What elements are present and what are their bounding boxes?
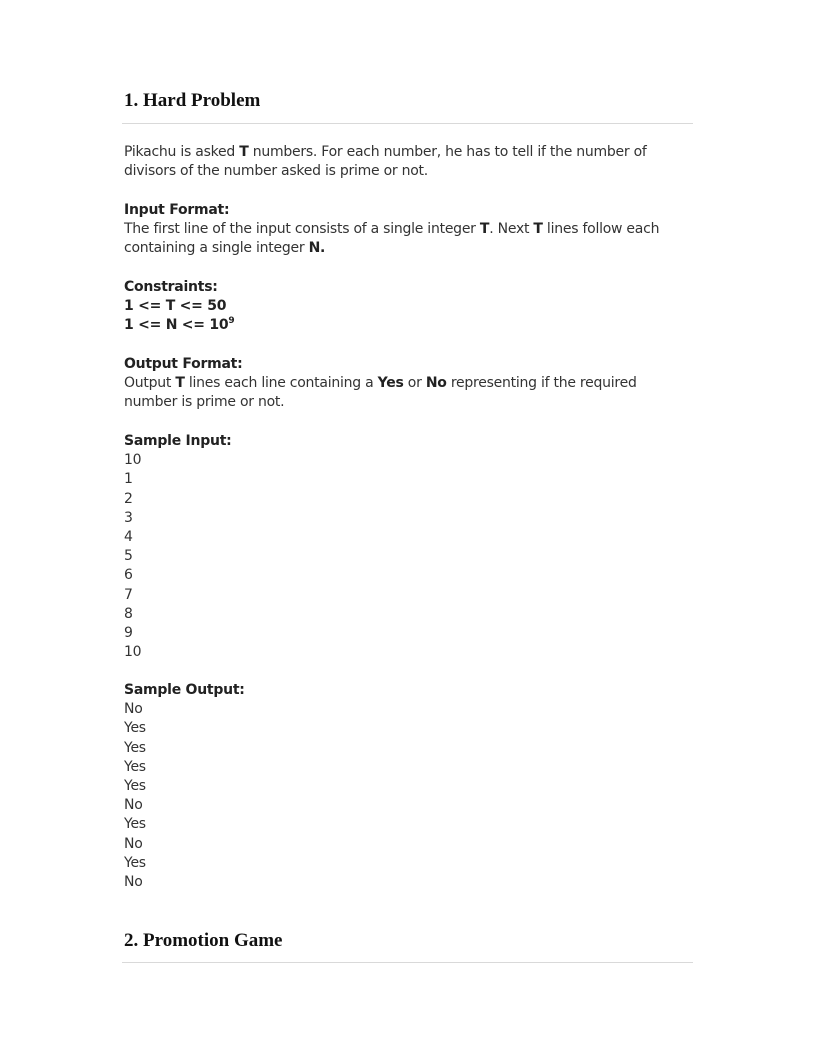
constraint-n-base: 1 <= N <= 10 [124,317,229,334]
input-format-text: . Next [489,221,534,238]
constraints-section [124,278,690,336]
sample-input-line: 10 [124,452,142,469]
constraint-t: 1 <= T <= 50 [124,298,227,315]
sample-input-line: 6 [124,567,133,584]
sample-input-section [124,432,690,662]
problem-statement [124,143,690,181]
input-format-text: lines follow each containing a single integer [124,221,660,257]
sample-input-list [124,451,690,662]
input-format-section [124,201,690,259]
statement-text: Pikachu is asked [124,144,240,160]
input-format-label: Input Format: [124,202,230,218]
sample-input-line: 2 [124,490,133,507]
sample-input-line: 5 [124,548,133,565]
output-format-text: Output [124,375,176,392]
problem-2-title: 2. Promotion Game [124,930,283,951]
input-format-text: The first line of the input consists of a single integer [124,221,480,238]
output-format-bold: Yes [377,375,404,392]
output-format-bold: T [175,375,185,392]
sample-output-line: No [124,873,143,890]
output-format-bold: No [425,375,447,392]
sample-output-list [124,700,690,892]
input-format-bold: T [479,221,490,238]
input-format-bold: T [533,221,543,238]
sample-input-line: 1 [124,471,133,488]
sample-output-line: Yes [124,758,146,775]
sample-output-line: Yes [124,816,146,833]
sample-output-line: Yes [124,739,146,756]
output-format-text: lines each line containing a [184,375,378,392]
output-format-text: representing if the required number is prime or not. [124,375,637,411]
sample-input-line: 9 [124,624,133,641]
sample-input-line: 8 [124,605,133,622]
sample-output-line: Yes [124,854,146,871]
title-divider [122,962,693,963]
sample-input-line: 4 [124,528,133,545]
sample-input-line: 3 [124,509,133,526]
problem-1-title: 1. Hard Problem [124,90,261,111]
output-format-text: or [403,375,426,392]
sample-output-line: Yes [124,777,146,794]
constraint-n-exponent: 9 [228,316,235,327]
output-format-section [124,355,690,413]
sample-input-label: Sample Input: [124,433,232,449]
sample-output-line: No [124,797,143,814]
sample-output-line: Yes [124,720,146,737]
title-divider [122,123,693,124]
sample-output-section [124,681,690,892]
constraints-label: Constraints: [124,279,218,295]
constraint-n [124,317,234,333]
sample-output-line: No [124,835,143,852]
sample-input-line: 10 [124,644,142,661]
output-format-label: Output Format: [124,356,243,372]
statement-text: numbers. For each number, he has to tell if the number of divisors of the number asked is prime or not. [124,144,647,180]
statement-bold-t: T [239,144,249,160]
input-format-bold: N. [308,240,326,257]
sample-output-line: No [124,701,143,718]
sample-output-label: Sample Output: [124,682,245,698]
sample-input-line: 7 [124,586,133,603]
